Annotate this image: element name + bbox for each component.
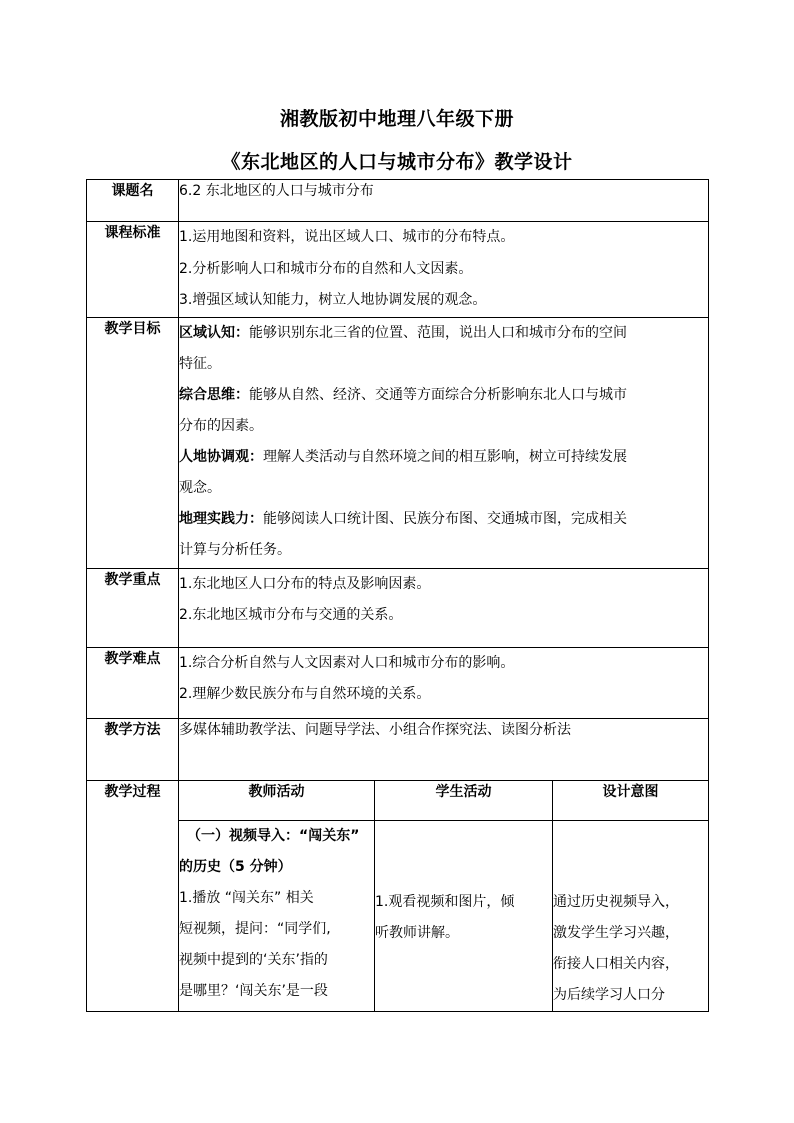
label-course-name: 课题名 <box>87 180 179 222</box>
row-standards <box>87 222 709 318</box>
list-item: 2.东北地区城市分布与交通的关系。 <box>179 607 403 623</box>
label-key-points: 教学重点 <box>87 568 179 647</box>
list-item: 综合思维：能够从自然、经济、交通等方面综合分析影响东北人口与城市 <box>179 386 627 403</box>
student-activity-cell <box>375 820 553 1011</box>
list-item-cont: 特征。 <box>179 355 221 372</box>
list-item: 人地协调观：理解人类活动与自然环境之间的相互影响，树立可持续发展 <box>179 448 627 465</box>
text-line: 激发学生学习兴趣， <box>553 924 679 941</box>
value-goals <box>179 317 709 568</box>
list-item: 2.分析影响人口和城市分布的自然和人文因素。 <box>179 260 473 277</box>
text-line: 短视频，提问：“同学们, <box>179 920 331 937</box>
row-goals <box>87 317 709 568</box>
value-standards <box>179 222 709 318</box>
row-key-points <box>87 568 709 647</box>
text-line: 衔接人口相关内容， <box>553 955 679 972</box>
text-line: 视频中提到的‘关东’指的 <box>179 951 328 968</box>
list-item: 1.东北地区人口分布的特点及影响因素。 <box>179 575 431 592</box>
value-course-name: 6.2 东北地区的人口与城市分布 <box>179 180 709 222</box>
section-heading: （一）视频导入：“闯关东” <box>187 827 360 844</box>
label-standards: 课程标准 <box>87 222 179 318</box>
list-item: 2.理解少数民族分布与自然环境的关系。 <box>179 686 431 702</box>
label-process: 教学过程 <box>87 780 179 1011</box>
row-process-headers <box>87 780 709 820</box>
list-item-cont: 观念。 <box>179 479 221 496</box>
value-methods: 多媒体辅助教学法、问题导学法、小组合作探究法、读图分析法 <box>179 718 709 780</box>
list-item-cont: 分布的因素。 <box>179 417 263 434</box>
teacher-activity-cell <box>179 820 375 1011</box>
list-item: 地理实践力：能够阅读人口统计图、民族分布图、交通城市图，完成相关 <box>179 510 627 527</box>
text-line: 是哪里？‘闯关东’是一段 <box>179 982 328 999</box>
row-difficulties <box>87 647 709 718</box>
label-methods: 教学方法 <box>87 718 179 780</box>
list-item: 1.运用地图和资料，说出区域人口、城市的分布特点。 <box>179 229 515 245</box>
header-teacher-activity: 教师活动 <box>179 780 375 820</box>
list-item-cont: 计算与分析任务。 <box>179 541 291 558</box>
row-process-content <box>87 820 709 1011</box>
text-line: 1.播放 “闯关东” 相关 <box>179 889 314 906</box>
list-item: 1.综合分析自然与人文因素对人口和城市分布的影响。 <box>179 654 515 671</box>
document-title-line2: 《东北地区的人口与城市分布》教学设计 <box>221 151 573 173</box>
design-intent-cell <box>553 820 709 1011</box>
lesson-plan-table <box>86 179 709 1012</box>
row-course-name <box>87 180 709 222</box>
label-difficulties: 教学难点 <box>87 647 179 718</box>
value-key-points <box>179 568 709 647</box>
text-line: 为后续学习人口分 <box>553 986 665 1003</box>
list-item: 3.增强区域认知能力，树立人地协调发展的观念。 <box>179 292 487 308</box>
row-methods <box>87 718 709 780</box>
header-design-intent: 设计意图 <box>553 780 709 820</box>
section-heading-cont: 的历史（5 分钟） <box>179 858 292 875</box>
text-line: 通过历史视频导入， <box>553 893 679 910</box>
label-goals: 教学目标 <box>87 317 179 568</box>
list-item: 区域认知：能够识别东北三省的位置、范围，说出人口和城市分布的空间 <box>179 324 627 341</box>
document-title-line1: 湘教版初中地理八年级下册 <box>279 108 514 130</box>
text-line: 1.观看视频和图片，倾 <box>375 893 515 910</box>
value-difficulties <box>179 647 709 718</box>
text-line: 听教师讲解。 <box>375 924 459 941</box>
header-student-activity: 学生活动 <box>375 780 553 820</box>
